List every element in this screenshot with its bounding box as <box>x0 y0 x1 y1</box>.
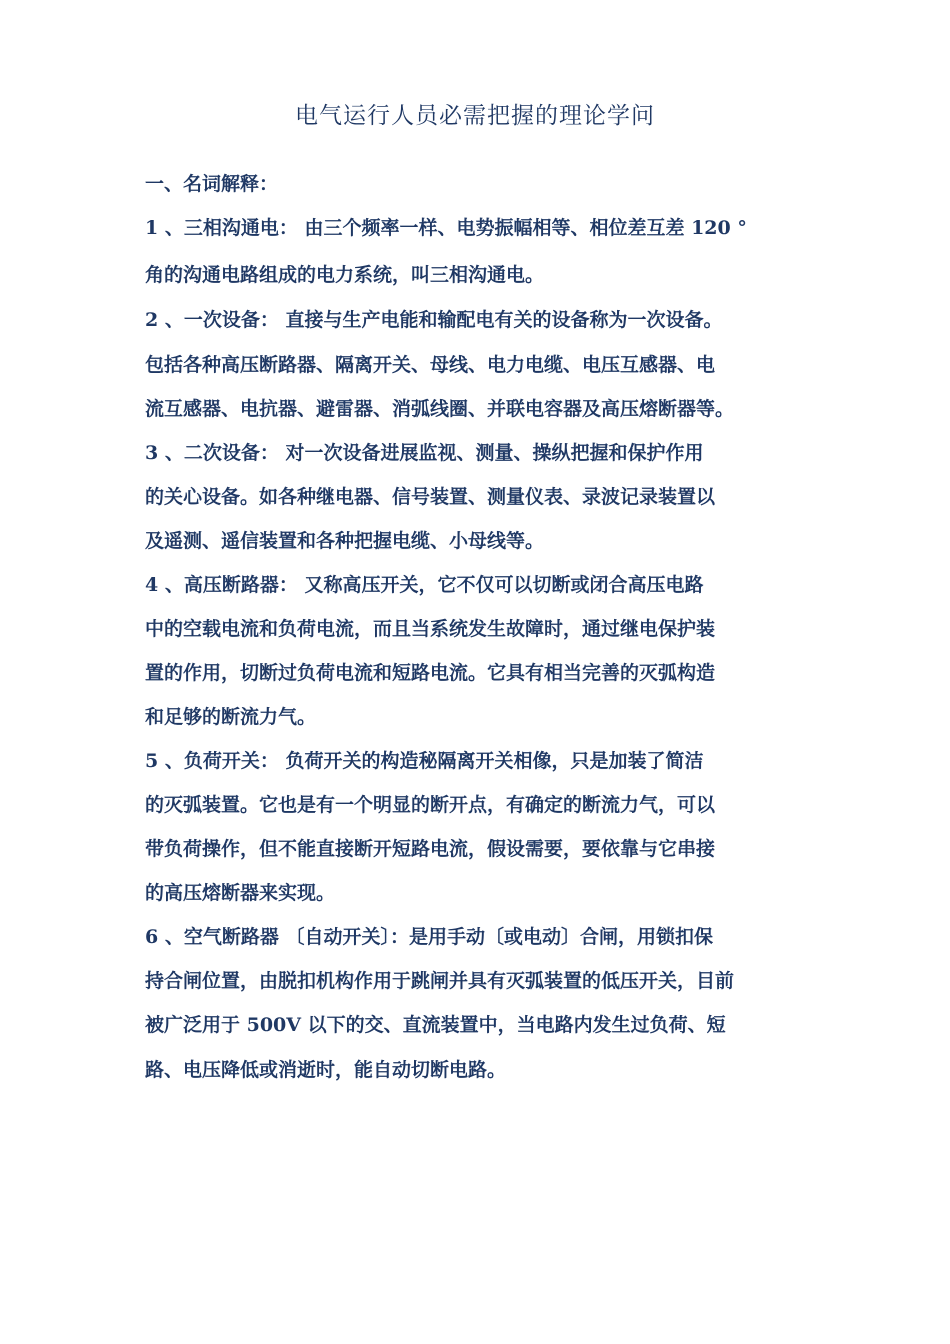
text-line: 被广泛用于 500V 以下的交、直流装置中，当电路内发生过负荷、短 <box>145 1014 726 1036</box>
text-line: 路、电压降低或消逝时，能自动切断电路。 <box>145 1059 507 1081</box>
text-line: 和足够的断流力气。 <box>145 706 317 728</box>
text-line: 持合闸位置，由脱扣机构作用于跳闸并具有灭弧装置的低压开关，目前 <box>145 970 735 992</box>
page-title: 电气运行人员必需把握的理论学问 <box>295 103 655 129</box>
text-line: 角的沟通电路组成的电力系统，叫三相沟通电。 <box>145 264 545 286</box>
text-line: 3 、二次设备： 对一次设备进展监视、测量、操纵把握和保护作用 <box>145 442 704 464</box>
text-line: 1 、三相沟通电： 由三个频率一样、电势振幅相等、相位差互差 120 ° <box>145 217 747 239</box>
text-line: 的灭弧装置。它也是有一个明显的断开点，有确定的断流力气，可以 <box>145 794 716 816</box>
text-line: 中的空载电流和负荷电流，而且当系统发生故障时，通过继电保护装 <box>145 618 716 640</box>
text-line: 包括各种高压断路器、隔离开关、母线、电力电缆、电压互感器、电 <box>145 354 716 376</box>
text-line: 置的作用，切断过负荷电流和短路电流。它具有相当完善的灭弧构造 <box>145 662 716 684</box>
text-line: 流互感器、电抗器、避雷器、消弧线圈、并联电容器及高压熔断器等。 <box>145 398 735 420</box>
text-line: 5 、负荷开关： 负荷开关的构造秘隔离开关相像，只是加装了简洁 <box>145 750 704 772</box>
section-heading: 一、名词解释： <box>145 173 279 195</box>
text-line: 的高压熔断器来实现。 <box>145 882 336 904</box>
text-line: 的关心设备。如各种继电器、信号装置、测量仪表、录波记录装置以 <box>145 486 716 508</box>
text-line: 4 、高压断路器： 又称高压开关，它不仅可以切断或闭合高压电路 <box>145 574 704 596</box>
text-line: 及遥测、遥信装置和各种把握电缆、小母线等。 <box>145 530 545 552</box>
text-line: 2 、一次设备： 直接与生产电能和输配电有关的设备称为一次设备。 <box>145 309 723 331</box>
text-line: 带负荷操作，但不能直接断开短路电流，假设需要，要依靠与它串接 <box>145 838 716 860</box>
text-line: 6 、空气断路器 〔自动开关〕：是用手动〔或电动〕合闸，用锁扣保 <box>145 926 713 948</box>
